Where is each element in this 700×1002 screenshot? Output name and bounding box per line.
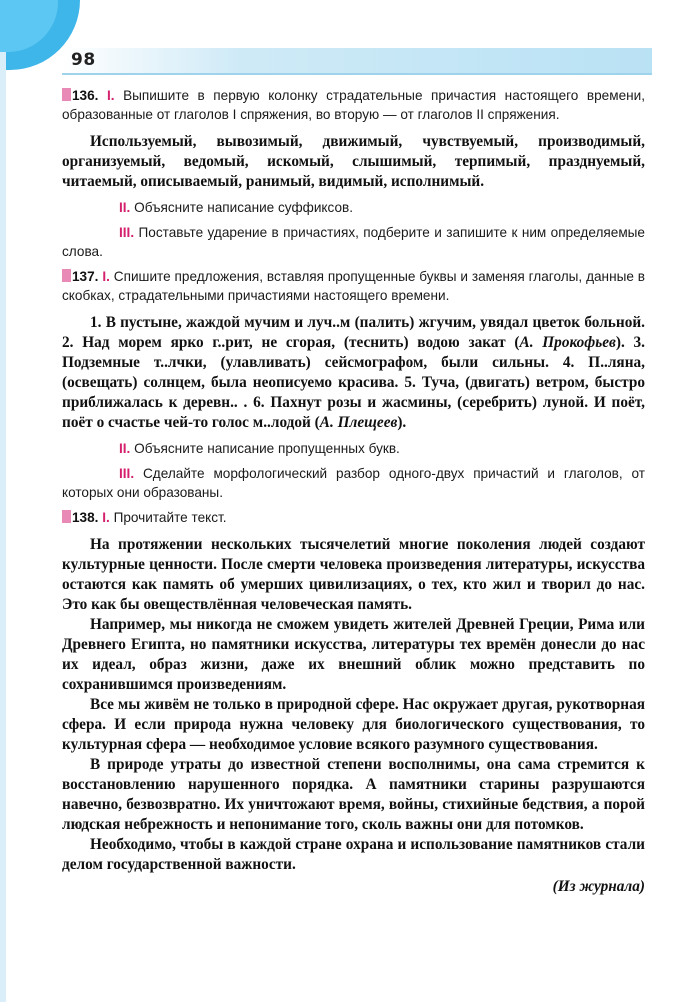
sentences-part-2: ). 3. Подземные т..лчки, (улавливать) сейсмографом, были сильны. 4. П..ляна, (освещать) солнцем, была неописуемо красива. 5. Туча, (двигать) ветром, быстро приближалась к деревн.. . 6. Пахнут розы и жасмины, (серебрить) луной. И поёт, поёт о счастье чей-то голос м..лодой ( [62, 334, 645, 431]
task-marker [62, 269, 71, 282]
task-137-instruction [62, 267, 645, 305]
task-138-instruction [62, 508, 645, 527]
task-138-article [62, 535, 645, 897]
word-list: Используемый, вывозимый, движимый, чувствуемый, производимый, организуемый, ведомый, искомый, слышимый, терпимый, празднуемый, читаемый, описываемый, ранимый, видимый, исполнимый. [62, 133, 645, 190]
page-number: 98 [71, 50, 96, 70]
author-pleshcheev: А. Плещеев [319, 414, 398, 431]
article-paragraph-5: Необходимо, чтобы в каждой стране охрана и использование памятников стали делом государственной важности. [62, 836, 645, 873]
sentences [62, 313, 645, 433]
part-i-label: I. [102, 510, 110, 525]
article-source: (Из журнала) [552, 878, 645, 895]
author-prokofiev: А. Прокофьев [519, 334, 616, 351]
part-ii-label: II. [119, 441, 131, 456]
task-marker [62, 88, 71, 101]
part-ii-text: Объясните написание пропущенных букв. [130, 441, 400, 456]
task-137-sentences [62, 313, 645, 433]
task-138 [62, 508, 645, 527]
page-content [62, 86, 645, 903]
header-band [62, 48, 652, 74]
task-138-text: Прочитайте текст. [109, 510, 227, 525]
task-137 [62, 267, 645, 305]
article-paragraph-2: Например, мы никогда не сможем увидеть жителей Древней Греции, Рима или Древнего Египта, но памятники искусства, литературы тех времён донесли до нас их идеал, образ жизни, даже их внешний облик можно представить по сохранившимся произведениям. [62, 616, 645, 693]
part-iii-text: Поставьте ударение в причастиях, подберите и запишите к ним определяемые слова. [62, 225, 645, 259]
part-ii-label: II. [119, 200, 131, 215]
part-iii-label: III. [119, 466, 135, 481]
part-iii-label: III. [119, 225, 135, 240]
task-136-part-iii [62, 223, 645, 261]
article-paragraph-3: Все мы живём не только в природной сфере. Нас окружает другая, рукотворная сфера. И если природа нужна человеку для биологического существования, то культурная сфера — необходимое условие всякого разумного существования. [62, 696, 645, 753]
task-137-part-iii [62, 464, 645, 502]
part-i-label: I. [102, 269, 110, 284]
task-136-words [62, 132, 645, 192]
task-number: 137. [72, 269, 99, 284]
article-paragraph-4: В природе утраты до известной степени восполнимы, она сама стремится к восстановлению нарушенного порядка. А памятники старины разрушаются навечно, безвозвратно. Их уничтожают время, войны, стихийные бедствия, а порой людская небрежность и непонимание того, сколь важны они для потомков. [62, 756, 645, 833]
part-ii-text: Объясните написание суффиксов. [130, 200, 354, 215]
task-137-text: Спишите предложения, вставляя пропущенные буквы и заменяя глаголы, данные в скобках, страдательными причастиями настоящего времени. [62, 269, 645, 303]
article-paragraph-1: На протяжении нескольких тысячелетий многие поколения людей создают культурные ценности. После смерти человека произведения литературы, искусства остаются как память об умерших цивилизациях, о тех, кто жил и творил до нас. Это как бы овеществлённая человеческая память. [62, 536, 645, 613]
task-136 [62, 86, 645, 124]
task-number: 138. [72, 510, 99, 525]
task-marker [62, 510, 71, 523]
sentences-part-3: ). [397, 414, 407, 431]
task-137-part-ii [62, 439, 645, 458]
task-136-text: Выпишите в первую колонку страдательные причастия настоящего времени, образованные от глаголов I спряжения, во вторую — от глаголов II спряжения. [62, 88, 646, 122]
part-iii-text: Сделайте морфологический разбор одного-двух причастий и глаголов, от которых они образованы. [62, 466, 645, 500]
left-margin-bar [0, 52, 6, 1002]
task-136-part-ii [62, 198, 645, 217]
task-number: 136. [72, 88, 99, 103]
part-i-label: I. [107, 88, 115, 103]
task-136-instruction [62, 86, 645, 124]
header-rule [62, 73, 652, 75]
sentences-part-1: 1. В пустыне, жаждой мучим и луч..м (палить) жгучим, увядал цветок больной. 2. Над морем ярко г..рит, не сгорая, (теснить) водою закат ( [62, 314, 645, 351]
